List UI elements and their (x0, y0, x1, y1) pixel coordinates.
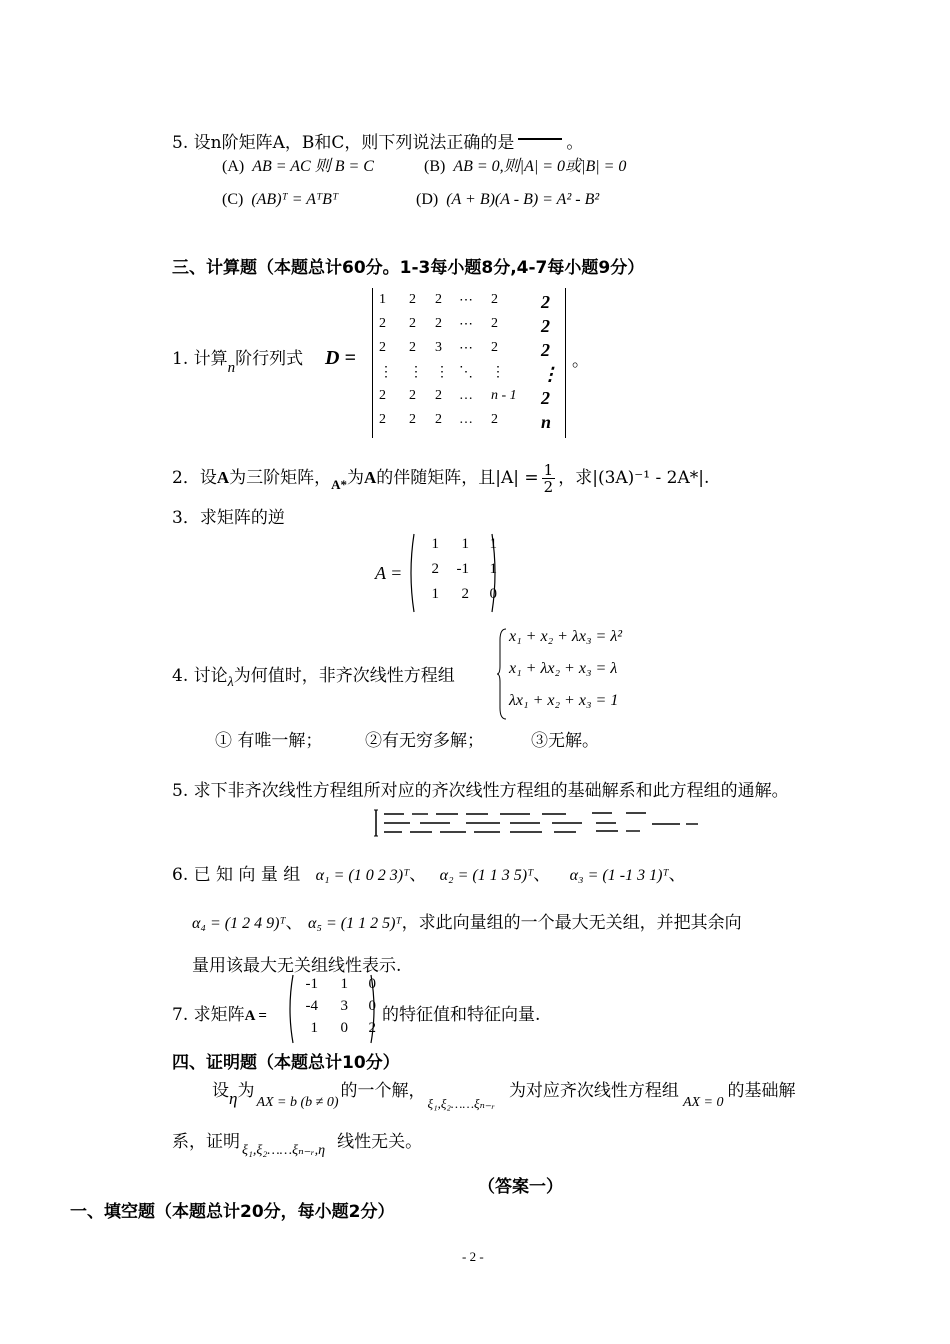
calc6-tail-1: ，求此向量组的一个最大无关组，并把其余向 (401, 913, 742, 933)
q5-option-c (222, 191, 338, 209)
matrix-cell: 0 (340, 1020, 348, 1036)
calc3-matrix (407, 533, 499, 613)
proof-t7: 线性无关。 (337, 1132, 423, 1152)
det-cell: 2 (491, 292, 498, 307)
det-cell: … (459, 412, 473, 427)
q5-option-d (416, 191, 599, 209)
calc7-matrix (286, 974, 378, 1044)
proof-t3: 的一个解， (340, 1081, 426, 1101)
page-number: - 2 - (462, 1249, 484, 1264)
calc2-text3: 为 (347, 468, 364, 488)
det-cell: n - 1 (491, 388, 517, 403)
det-cell: 2 (541, 388, 550, 408)
matrix-cell: 1 (310, 1020, 318, 1036)
det-cell: ⋮ (409, 365, 423, 380)
det-cell: 2 (435, 412, 442, 427)
matrix-cell: 3 (340, 998, 348, 1014)
calc1-prefix-text: 1. 计算 (172, 349, 228, 369)
proof-t4: 为对应齐次线性方程组 (508, 1081, 679, 1101)
matrix-cell: 0 (489, 586, 497, 602)
matrix-cell: 1 (461, 536, 469, 552)
answer-blank[interactable] (518, 138, 562, 140)
proof-xis: ξ₁,ξ₂……ξₙ₋ᵣ (427, 1096, 495, 1111)
calc6-line3: 量用该最大无关组线性表示. (192, 956, 402, 976)
calc1-determinant (372, 288, 566, 438)
det-cell: 2 (379, 412, 386, 427)
det-cell: 2 (379, 316, 386, 331)
left-paren (286, 974, 294, 1044)
calc7-matrix-a: A = (244, 1008, 267, 1024)
calc3-lhs: A = (375, 563, 403, 583)
calc2 (172, 462, 709, 495)
sep-4: 、 (285, 913, 303, 933)
option-b-text: AB = 0,则|A| = 0或|B| = 0 (453, 158, 627, 175)
calc1-D: D = (325, 347, 356, 369)
proof-eq0: AX = 0 (682, 1095, 724, 1110)
calc2-matrix-a-2: A (364, 468, 377, 487)
calc5-equation-image (370, 808, 720, 838)
section-1-title: 一、填空题（本题总计20分，每小题2分） (70, 1202, 395, 1222)
calc6-line2 (192, 908, 742, 933)
matrix-cell: 2 (431, 561, 439, 577)
det-cell: 1 (379, 292, 386, 307)
proof-eta: η (229, 1089, 238, 1108)
calc4-suffix: 为何值时，非齐次线性方程组 (233, 666, 455, 686)
option-a-text: AB = AC 则 B = C (252, 158, 374, 175)
det-cell: 2 (409, 292, 416, 307)
vector-alpha-5: α₅ = (1 1 2 5)ᵀ (308, 915, 402, 932)
calc4 (172, 661, 455, 690)
q5-end: 。 (566, 133, 584, 153)
equation-1: x₁ + x₂ + λx₃ = λ² (509, 628, 623, 645)
calc4-option-3: ③无解。 (531, 731, 599, 751)
matrix-cell: 1 (489, 561, 497, 577)
det-cell: 2 (435, 388, 442, 403)
calc3-text: 3．求矩阵的逆 (172, 508, 285, 528)
matrix-cell: 0 (368, 976, 376, 992)
proof-t1: 设 (212, 1081, 229, 1101)
vector-alpha-3: α₃ = (1 -1 3 1)ᵀ (569, 867, 669, 884)
det-cell: 2 (379, 340, 386, 355)
equation-3: λx₁ + x₂ + x₃ = 1 (509, 692, 619, 709)
calc2-adjugate: A* (331, 477, 347, 492)
calc4-lambda: λ (227, 675, 234, 690)
calc7-prefix (172, 1000, 267, 1025)
det-cell: 2 (491, 340, 498, 355)
det-cell: 3 (435, 340, 442, 355)
option-d-text: (A + B)(A - B) = A² - B² (446, 191, 600, 208)
det-cell: ⋮ (379, 365, 393, 380)
left-paren (407, 533, 415, 613)
vector-alpha-4: α₄ = (1 2 4 9)ᵀ (192, 915, 286, 932)
calc2-fraction (542, 462, 556, 495)
det-cell: 2 (409, 388, 416, 403)
calc4-prefix: 4. 讨论 (172, 666, 228, 686)
matrix-cell: -4 (305, 998, 318, 1014)
q5-option-b (424, 153, 626, 176)
option-c-label: (C) (222, 191, 244, 208)
matrix-cell: -1 (305, 976, 318, 992)
det-cell: 2 (541, 316, 550, 336)
calc2-matrix-a: A (216, 468, 230, 487)
left-brace (497, 628, 507, 720)
section-4-title: 四、证明题（本题总计10分） (172, 1053, 400, 1073)
det-cell: ⋯ (459, 341, 473, 356)
garbled-equation-graphic (370, 808, 720, 838)
det-cell: n (541, 412, 552, 432)
matrix-cell: 1 (431, 536, 439, 552)
calc6-line1 (172, 860, 892, 885)
vector-alpha-2: α₂ = (1 1 3 5)ᵀ (439, 867, 534, 884)
q5-stem (172, 128, 583, 153)
calc2-text1: 2．设 (172, 468, 217, 488)
calc4-option-1: ① 有唯一解； (215, 731, 323, 751)
det-cell: 2 (435, 316, 442, 331)
section-3-title: 三、计算题（本题总计60分。1-3每小题8分,4-7每小题9分） (172, 258, 645, 278)
fraction-denominator: 2 (543, 478, 554, 496)
calc2-text2: 为三阶矩阵， (229, 468, 332, 488)
matrix-cell: -1 (456, 561, 469, 577)
det-cell: 2 (541, 292, 550, 312)
det-cell: 2 (379, 388, 386, 403)
matrix-cell: 1 (489, 536, 497, 552)
calc7-suffix: 的特征值和特征向量. (382, 1005, 541, 1025)
calc1-suffix: 阶行列式 (235, 349, 304, 369)
option-b-label: (B) (424, 158, 446, 175)
det-cell: … (459, 388, 473, 403)
proof-t2: 为 (237, 1081, 255, 1101)
calc6-prefix: 6. 已 知 向 量 组 (172, 865, 301, 885)
calc1-prefix (172, 344, 304, 376)
det-cell: 2 (409, 316, 416, 331)
sep-1: 、 (409, 865, 427, 885)
det-cell: 2 (491, 412, 498, 427)
calc1-end: 。 (572, 351, 589, 371)
proof-equation: AX = b (b ≠ 0) (256, 1095, 339, 1110)
proof-t6: 系，证明 (172, 1132, 240, 1152)
det-cell: ⋮ (541, 364, 559, 384)
matrix-cell: 2 (461, 586, 469, 602)
option-d-label: (D) (416, 191, 439, 208)
proof-line2 (172, 1127, 423, 1158)
matrix-cell: 2 (368, 1020, 376, 1036)
vector-alpha-1: α₁ = (1 0 2 3)ᵀ (315, 867, 410, 884)
det-cell: ⋯ (459, 293, 473, 308)
q5-stem-text: 5. 设n阶矩阵A，B和C，则下列说法正确的是 (172, 133, 515, 153)
fraction-numerator: 1 (543, 461, 554, 479)
calc2-text5: ，求|(3A)⁻¹ - 2A*|. (558, 468, 710, 488)
matrix-cell: 1 (431, 586, 439, 602)
matrix-cell: 1 (340, 976, 348, 992)
det-cell: 2 (435, 292, 442, 307)
equation-2: x₁ + λx₂ + x₃ = λ (509, 660, 618, 677)
calc7-prefix-text: 7. 求矩阵 (172, 1005, 245, 1025)
det-cell: ⋯ (459, 317, 473, 332)
proof-t5: 的基础解 (727, 1081, 796, 1101)
option-c-text: (AB)ᵀ = AᵀBᵀ (251, 191, 339, 208)
answer-title: （答案一） (478, 1177, 563, 1197)
calc2-text4: 的伴随矩阵，且|A| = (376, 468, 539, 488)
proof-xis-eta: ξ₁,ξ₂……ξₙ₋ᵣ,η (242, 1143, 326, 1158)
det-cell: ⋮ (435, 365, 449, 380)
det-cell: 2 (491, 316, 498, 331)
det-cell: ⋱ (459, 365, 473, 380)
sep-2: 、 (533, 865, 551, 885)
calc5-text: 5. 求下非齐次线性方程组所对应的齐次线性方程组的基础解系和此方程组的通解。 (172, 781, 789, 801)
det-cell: 2 (541, 340, 550, 360)
sep-3: 、 (668, 865, 686, 885)
calc1-n: n (227, 360, 236, 376)
calc4-option-2: ②有无穷多解； (365, 731, 484, 751)
option-a-label: (A) (222, 158, 245, 175)
q5-option-a (222, 153, 374, 176)
det-cell: ⋮ (491, 365, 505, 380)
matrix-cell: 0 (368, 998, 376, 1014)
det-cell: 2 (409, 412, 416, 427)
det-cell: 2 (409, 340, 416, 355)
